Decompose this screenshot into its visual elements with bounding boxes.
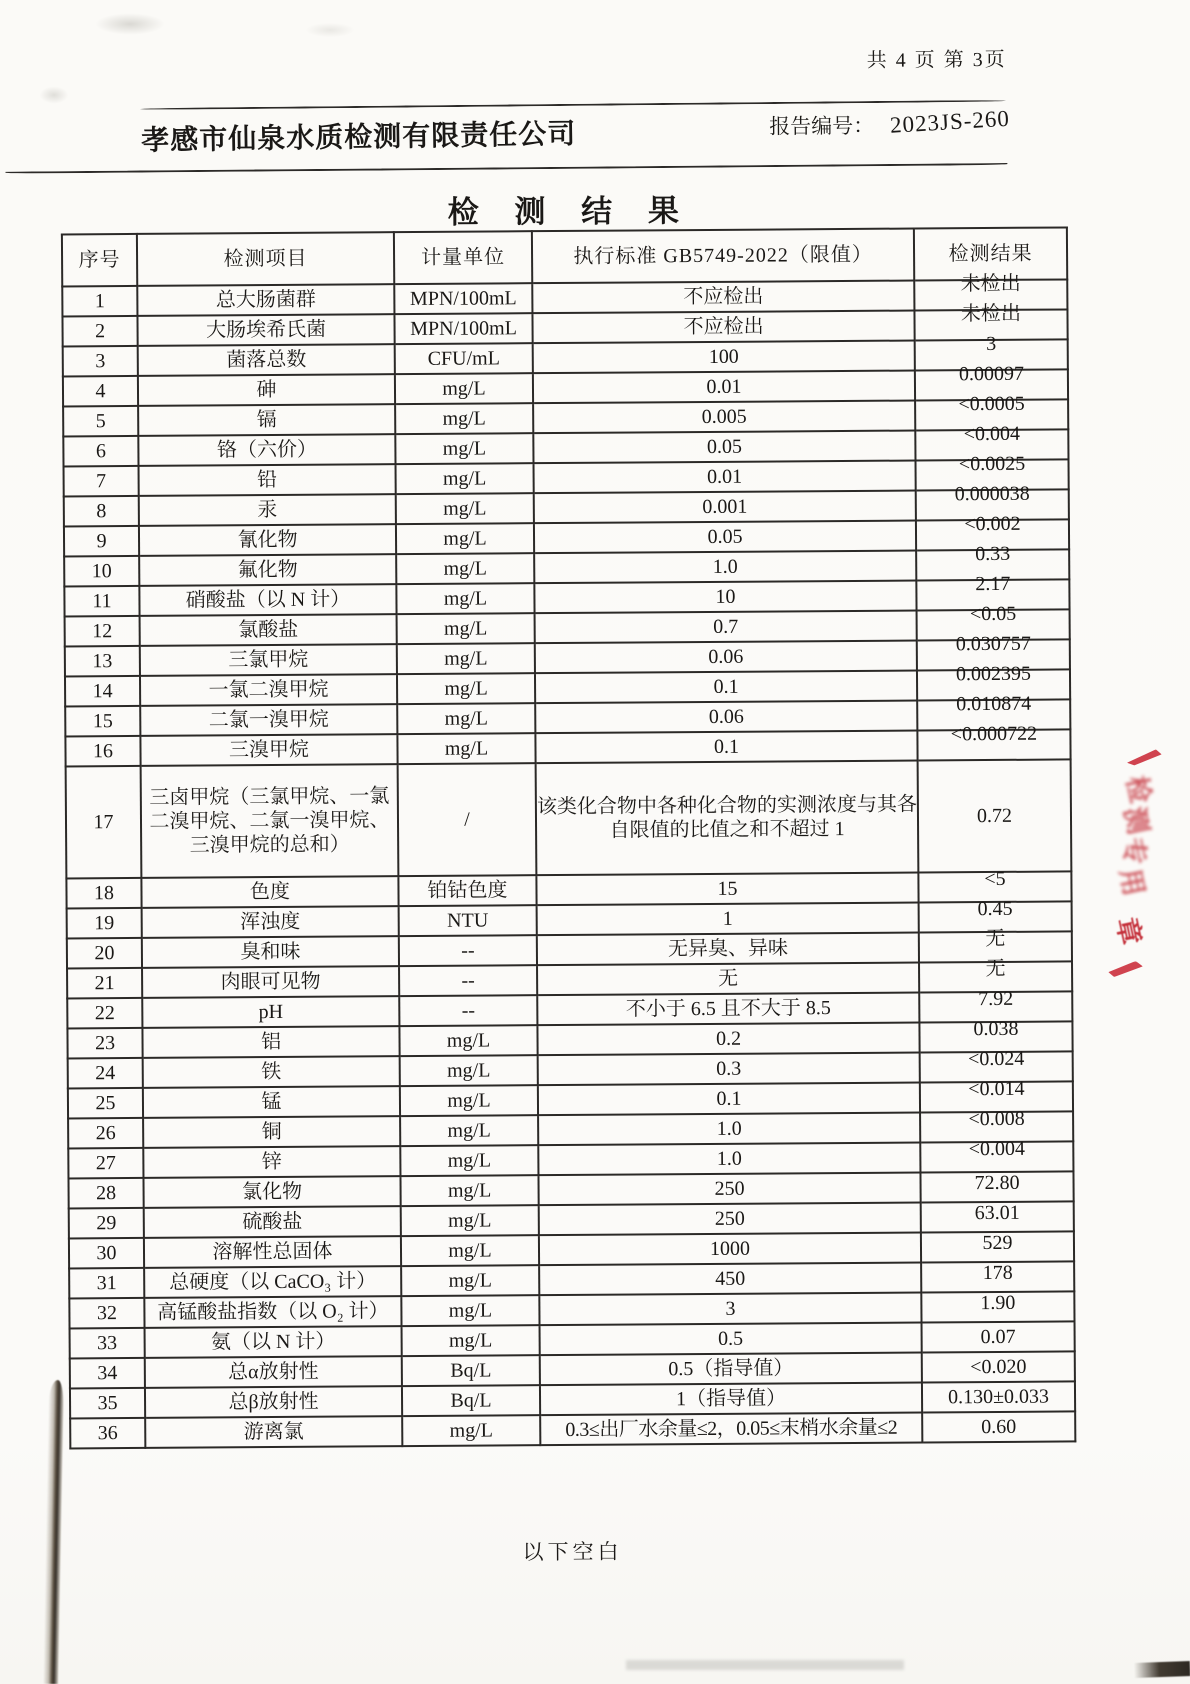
- cell-item: 铬（六价）: [138, 434, 395, 466]
- results-table: [61, 226, 1076, 1449]
- cell-unit: mg/L: [397, 673, 535, 704]
- cell-no: 16: [65, 736, 140, 767]
- cell-no: 29: [69, 1208, 144, 1239]
- cell-result: 529: [921, 1231, 1074, 1262]
- cell-unit: MPN/100mL: [394, 313, 532, 344]
- stamp-wedge-icon: [1127, 747, 1162, 767]
- cell-unit: mg/L: [400, 1115, 538, 1146]
- cell-standard: 1.0: [538, 1142, 920, 1175]
- cell-result: 0.030757: [917, 639, 1070, 670]
- cell-item: 二氯一溴甲烷: [140, 704, 397, 736]
- cell-standard: 0.3: [538, 1052, 920, 1085]
- cell-item: 总β放射性: [145, 1386, 402, 1418]
- cell-unit: mg/L: [395, 403, 533, 434]
- cell-standard: 0.01: [533, 371, 915, 404]
- scan-edge-mark: [626, 1660, 904, 1670]
- cell-unit: mg/L: [396, 553, 534, 584]
- cell-unit: mg/L: [395, 373, 533, 404]
- cell-unit: mg/L: [401, 1265, 539, 1296]
- cell-unit: mg/L: [402, 1325, 540, 1356]
- cell-standard: 1.0: [534, 551, 916, 584]
- cell-result: <0.014: [920, 1081, 1073, 1112]
- cell-item: 锰: [143, 1086, 400, 1118]
- cell-no: 31: [69, 1268, 144, 1299]
- cell-unit: mg/L: [401, 1295, 539, 1326]
- cell-item: 氟化物: [139, 554, 396, 586]
- cell-result: 0.000038: [916, 489, 1069, 520]
- cell-no: 13: [65, 646, 140, 677]
- cell-standard: 1.0: [538, 1112, 920, 1145]
- cell-no: 25: [68, 1088, 143, 1119]
- header-rule-bottom: [5, 163, 1007, 174]
- cell-result: 0.00097: [915, 369, 1068, 400]
- cell-result: 72.80: [920, 1171, 1073, 1202]
- cell-item: 大肠埃希氏菌: [137, 314, 394, 346]
- cell-unit: mg/L: [396, 583, 534, 614]
- cell-standard: 无: [537, 962, 919, 995]
- cell-standard: 250: [538, 1172, 920, 1205]
- cell-unit: mg/L: [397, 733, 535, 764]
- cell-item: 高锰酸盐指数（以 O₂ 计）: [144, 1296, 401, 1328]
- cell-standard: 15: [536, 872, 918, 905]
- report-number-value: 2023JS-260: [889, 105, 1011, 138]
- cell-result: <0.0025: [915, 459, 1068, 490]
- cell-unit: --: [399, 965, 537, 996]
- cell-standard: 3: [539, 1292, 921, 1325]
- cell-item: 浑浊度: [142, 906, 399, 938]
- cell-standard: 0.06: [535, 641, 917, 674]
- cell-unit: --: [399, 995, 537, 1026]
- table-row: [66, 759, 1072, 878]
- cell-result: 63.01: [921, 1201, 1074, 1232]
- cell-item: 溶解性总固体: [144, 1236, 401, 1268]
- cell-result: 0.33: [916, 549, 1069, 580]
- cell-result: 0.60: [922, 1411, 1075, 1442]
- cell-standard: 0.005: [533, 401, 915, 434]
- header-item: 检测项目: [137, 232, 394, 286]
- cell-no: 21: [67, 968, 142, 999]
- cell-standard: 100: [533, 341, 915, 374]
- cell-result: <0.05: [917, 609, 1070, 640]
- cell-unit: mg/L: [400, 1175, 538, 1206]
- cell-unit: mg/L: [401, 1205, 539, 1236]
- cell-no: 4: [63, 376, 138, 407]
- cell-unit: mg/L: [401, 1235, 539, 1266]
- cell-unit: mg/L: [402, 1415, 540, 1446]
- cell-item: 铁: [143, 1056, 400, 1088]
- cell-item: 臭和味: [142, 936, 399, 968]
- stamp-wedge-icon: [1108, 959, 1143, 979]
- cell-standard: 10: [534, 581, 916, 614]
- cell-no: 23: [67, 1028, 142, 1059]
- stamp-character: 用: [1113, 865, 1149, 899]
- cell-unit: mg/L: [395, 433, 533, 464]
- header-standard: 执行标准 GB5749-2022（限值）: [532, 229, 914, 284]
- cell-item: 氰化物: [139, 524, 396, 556]
- cell-result: 无: [919, 961, 1072, 992]
- cell-item: 总大肠菌群: [137, 284, 394, 316]
- cell-standard: 0.001: [534, 491, 916, 524]
- cell-item: 三溴甲烷: [140, 734, 397, 766]
- cell-unit: mg/L: [397, 643, 535, 674]
- cell-result: 2.17: [916, 579, 1069, 610]
- cell-item: 锌: [143, 1146, 400, 1178]
- header-no: 序号: [62, 234, 137, 287]
- cell-standard: 0.7: [535, 611, 917, 644]
- cell-unit: Bq/L: [402, 1385, 540, 1416]
- cell-item: 总硬度（以 CaCO₃ 计）: [144, 1266, 401, 1298]
- cell-standard: 450: [539, 1262, 921, 1295]
- cell-no: 26: [68, 1118, 143, 1149]
- cell-item: 硫酸盐: [144, 1206, 401, 1238]
- cell-standard: 1: [537, 902, 919, 935]
- cell-no: 15: [65, 706, 140, 737]
- cell-item: 硝酸盐（以 N 计）: [139, 584, 396, 616]
- cell-no: 7: [64, 466, 139, 497]
- cell-standard: 不小于 6.5 且不大于 8.5: [537, 992, 919, 1025]
- cell-no: 2: [62, 316, 137, 347]
- cell-unit: mg/L: [400, 1145, 538, 1176]
- cell-standard: 0.01: [534, 461, 916, 494]
- cell-item: 三卤甲烷（三氯甲烷、一氯二溴甲烷、二氯一溴甲烷、三溴甲烷的总和）: [141, 764, 399, 878]
- cell-no: 6: [63, 436, 138, 467]
- cell-standard: 0.2: [537, 1022, 919, 1055]
- cell-unit: mg/L: [400, 1055, 538, 1086]
- cell-item: 铅: [139, 464, 396, 496]
- results-table-body: [62, 272, 1075, 1448]
- header-rule-top: [140, 100, 1006, 110]
- cell-unit: mg/L: [397, 613, 535, 644]
- cell-no: 22: [67, 998, 142, 1029]
- cell-result: 178: [921, 1261, 1074, 1292]
- cell-no: 19: [67, 908, 142, 939]
- cell-standard: 不应检出: [532, 311, 914, 344]
- cell-unit: mg/L: [396, 493, 534, 524]
- cell-result: 无: [919, 931, 1072, 962]
- cell-item: 游离氯: [145, 1416, 402, 1448]
- cell-result: 0.07: [922, 1321, 1075, 1352]
- cell-result: 0.45: [919, 901, 1072, 932]
- cell-no: 10: [64, 556, 139, 587]
- cell-no: 11: [64, 586, 139, 617]
- cell-result: 0.010874: [917, 699, 1070, 730]
- cell-no: 30: [69, 1238, 144, 1269]
- cell-no: 28: [68, 1178, 143, 1209]
- cell-standard: 0.1: [535, 671, 917, 704]
- cell-no: 5: [63, 406, 138, 437]
- report-number-label: 报告编号：: [769, 113, 875, 139]
- cell-item: pH: [142, 996, 399, 1028]
- cell-no: 34: [70, 1358, 145, 1389]
- cell-item: 一氯二溴甲烷: [140, 674, 397, 706]
- cell-result: 0.002395: [917, 669, 1070, 700]
- cell-result: 0.130±0.033: [922, 1381, 1075, 1412]
- cell-no: 33: [70, 1328, 145, 1359]
- cell-item: 三氯甲烷: [140, 644, 397, 676]
- cell-result: <0.004: [915, 429, 1068, 460]
- cell-result: 0.72: [918, 759, 1072, 872]
- cell-item: 色度: [141, 876, 398, 908]
- cell-standard: 不应检出: [532, 281, 914, 314]
- cell-no: 35: [70, 1388, 145, 1419]
- report-number: [769, 105, 1011, 141]
- cell-result: <5: [918, 871, 1071, 902]
- cell-result: <0.008: [920, 1111, 1073, 1142]
- cell-unit: mg/L: [396, 523, 534, 554]
- cell-no: 12: [65, 616, 140, 647]
- cell-result: 0.038: [919, 1021, 1072, 1052]
- stamp-character: 章: [1110, 914, 1146, 948]
- cell-unit: mg/L: [400, 1085, 538, 1116]
- below-blank-note: 以下空白: [522, 1539, 623, 1565]
- cell-no: 27: [68, 1148, 143, 1179]
- cell-standard: 0.5: [540, 1322, 922, 1355]
- cell-no: 36: [70, 1418, 145, 1449]
- stamp-character: 测: [1118, 803, 1153, 837]
- cell-no: 9: [64, 526, 139, 557]
- stamp-character: 专: [1115, 834, 1151, 868]
- table-row: [70, 1411, 1075, 1448]
- cell-unit: Bq/L: [402, 1355, 540, 1386]
- page-title: 检 测 结 果: [447, 193, 693, 230]
- cell-standard: 0.3≤出厂水余量≤2，0.05≤末梢水余量≤2: [540, 1412, 922, 1445]
- cell-item: 铝: [142, 1026, 399, 1058]
- header-unit: 计量单位: [394, 231, 532, 284]
- cell-item: 氨（以 N 计）: [145, 1326, 402, 1358]
- cell-result: <0.004: [920, 1141, 1073, 1172]
- header-result: 检测结果: [914, 227, 1067, 280]
- cell-result: 3: [915, 339, 1068, 370]
- cell-item: 铜: [143, 1116, 400, 1148]
- cell-item: 镉: [138, 404, 395, 436]
- cell-result: <0.0005: [915, 399, 1068, 430]
- cell-standard: 该类化合物中各种化合物的实测浓度与其各自限值的比值之和不超过 1: [536, 761, 919, 876]
- cell-unit: --: [399, 935, 537, 966]
- cell-result: <0.020: [922, 1351, 1075, 1382]
- stamp-chars: [1110, 772, 1156, 948]
- cell-unit: CFU/mL: [395, 343, 533, 374]
- stamp-character: 检: [1120, 772, 1156, 806]
- cell-item: 氯酸盐: [140, 614, 397, 646]
- cell-standard: 0.5（指导值）: [540, 1352, 922, 1385]
- company-name: 孝感市仙泉水质检测有限责任公司: [141, 118, 577, 157]
- cell-standard: 250: [539, 1202, 921, 1235]
- cell-result: <0.002: [916, 519, 1069, 550]
- cell-no: 18: [66, 878, 141, 909]
- cell-result: 7.92: [919, 991, 1072, 1022]
- cell-item: 砷: [138, 374, 395, 406]
- cell-unit: /: [398, 763, 537, 876]
- cell-item: 肉眼可见物: [142, 966, 399, 998]
- cell-result: <0.000722: [917, 729, 1070, 760]
- cell-unit: mg/L: [396, 463, 534, 494]
- cell-no: 17: [66, 766, 142, 879]
- cell-standard: 1（指导值）: [540, 1382, 922, 1415]
- cell-result: <0.024: [920, 1051, 1073, 1082]
- cell-standard: 0.06: [535, 701, 917, 734]
- cell-no: 3: [63, 346, 138, 377]
- cell-standard: 0.05: [534, 521, 916, 554]
- cell-unit: MPN/100mL: [394, 283, 532, 314]
- cell-unit: NTU: [399, 905, 537, 936]
- page-number: 共 4 页 第 3页: [866, 48, 1007, 72]
- cell-result: 未检出: [914, 309, 1067, 340]
- scan-edge-mark: [1134, 1661, 1190, 1678]
- cell-standard: 0.1: [535, 731, 917, 764]
- table-header-row: [62, 227, 1067, 286]
- cell-unit: mg/L: [399, 1025, 537, 1056]
- cell-standard: 0.1: [538, 1082, 920, 1115]
- cell-item: 氯化物: [143, 1176, 400, 1208]
- cell-no: 24: [68, 1058, 143, 1089]
- cell-standard: 无异臭、异味: [537, 932, 919, 965]
- cell-standard: 1000: [539, 1232, 921, 1265]
- cell-standard: 0.05: [533, 431, 915, 464]
- cell-result: 1.90: [921, 1291, 1074, 1322]
- cell-item: 菌落总数: [138, 344, 395, 376]
- cell-item: 总α放射性: [145, 1356, 402, 1388]
- cell-result: 未检出: [914, 279, 1067, 310]
- cell-item: 汞: [139, 494, 396, 526]
- cell-no: 14: [65, 676, 140, 707]
- cell-no: 8: [64, 496, 139, 527]
- cell-no: 20: [67, 938, 142, 969]
- cell-no: 32: [69, 1298, 144, 1329]
- cell-no: 1: [62, 286, 137, 317]
- cell-unit: mg/L: [397, 703, 535, 734]
- cell-unit: 铂钴色度: [398, 875, 536, 906]
